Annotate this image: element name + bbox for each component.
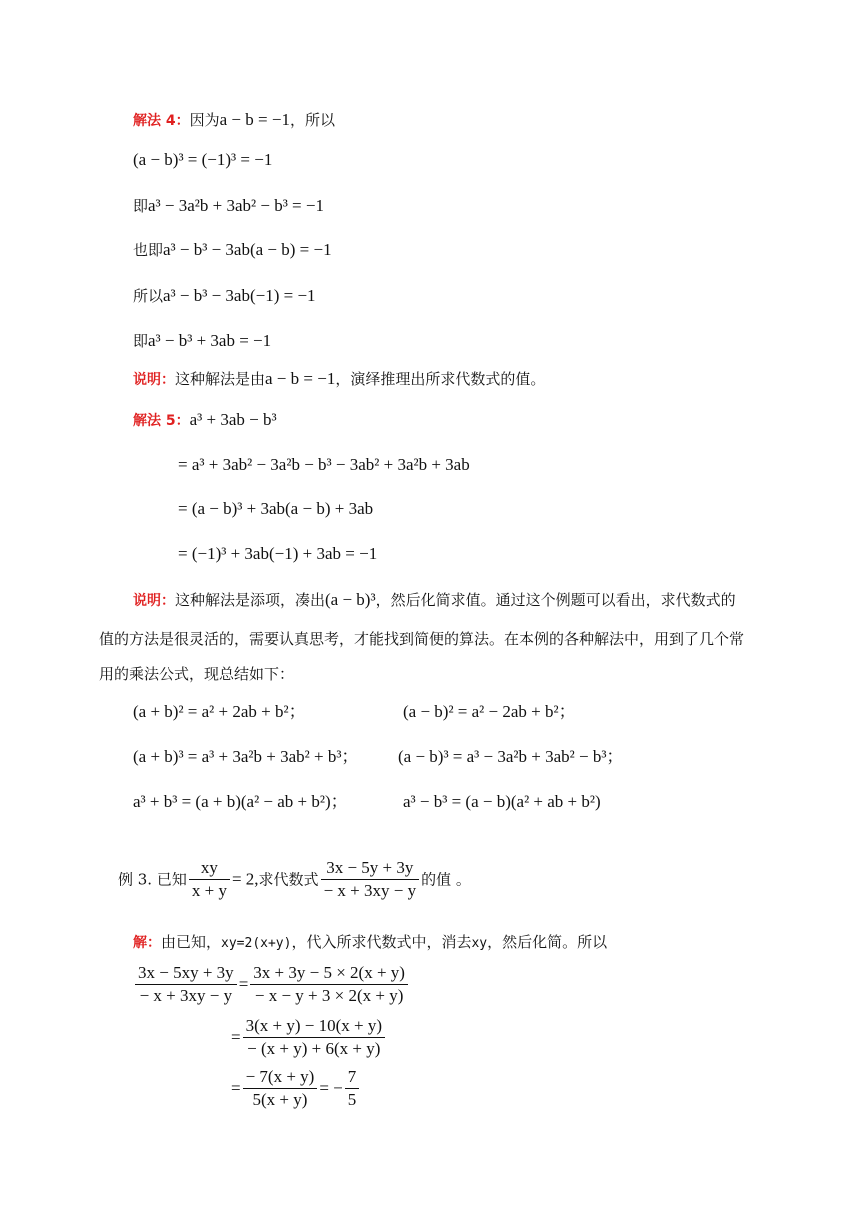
solution5-note-text-b: ，然后化简求值。通过这个例题可以看出，求代数式的 xyxy=(375,591,736,609)
formula-cube-diff: (a − b)³ = a³ − 3a²b + 3ab² − b³； xyxy=(398,747,624,766)
solution5-note-line1 xyxy=(133,590,736,611)
step1-left-numerator: 3x − 5xy + 3y xyxy=(135,963,237,985)
step3-result-fraction xyxy=(345,1067,360,1110)
step2-equals: = xyxy=(231,1027,241,1047)
solution5-note-text-a: 这种解法是添项，凑出 xyxy=(175,591,326,609)
solution5-line1: = a³ + 3ab² − 3a²b − b³ − 3ab² + 3a²b + 3ab xyxy=(178,455,470,474)
given-fraction-numerator: xy xyxy=(189,858,230,880)
solution-eliminated-term: xy xyxy=(471,936,488,951)
solution4-heading xyxy=(133,110,335,131)
solution4-intro-math: a − b = −1 xyxy=(219,110,290,129)
solution-text-b: ，代入所求代数式中，消去 xyxy=(291,933,472,951)
solution5-note-line2: 值的方法是很灵活的，需要认真思考，才能找到简便的算法。在本例的各种解法中，用到了几个常 xyxy=(99,630,745,648)
solution-text-c: ，然后化简。所以 xyxy=(487,933,608,951)
given-fraction xyxy=(189,858,230,901)
step3-equals: = xyxy=(231,1078,241,1098)
solution4-line1: (a − b)³ = (−1)³ = −1 xyxy=(133,150,273,169)
example3-statement xyxy=(118,858,471,901)
step3-result-numerator: 7 xyxy=(345,1067,360,1089)
example3-ask: 求代数式 xyxy=(258,870,319,889)
step3-result-equals: = − xyxy=(319,1078,343,1098)
solution5-label: 解法 5： xyxy=(133,413,190,429)
formula-diff-of-cubes: a³ − b³ = (a − b)(a² + ab + b²) xyxy=(403,792,601,811)
formula-cube-sum: (a + b)³ = a³ + 3a²b + 3ab² + b³； xyxy=(133,747,359,766)
solution4-line3-prefix: 也即 xyxy=(133,241,164,259)
solution4-line5-math: a³ − b³ + 3ab = −1 xyxy=(148,331,272,350)
solution5-line2: = (a − b)³ + 3ab(a − b) + 3ab xyxy=(178,499,374,518)
formula-square-diff: (a − b)² = a² − 2ab + b²； xyxy=(403,702,576,721)
solution4-note-label: 说明： xyxy=(133,372,175,388)
solution4-intro-tail: ，所以 xyxy=(289,111,335,129)
solution5-heading xyxy=(133,410,277,431)
given-fraction-denominator: x + y xyxy=(191,881,227,900)
solution5-note-math: (a − b)³ xyxy=(325,590,376,609)
example3-label: 例 3. 已知 xyxy=(118,870,187,889)
solution4-line2-prefix: 即 xyxy=(133,197,149,215)
step1-right-denominator: − x − y + 3 × 2(x + y) xyxy=(254,986,404,1005)
target-fraction-denominator: − x + 3xy − y xyxy=(323,881,417,900)
step1-equals: = xyxy=(238,974,249,994)
solution4-line3-math: a³ − b³ − 3ab(a − b) = −1 xyxy=(163,240,332,259)
solution-given-relation: xy=2(x+y) xyxy=(221,936,292,951)
solution4-line4-math: a³ − b³ − 3ab(−1) = −1 xyxy=(163,286,316,305)
solution-step3 xyxy=(231,1067,361,1110)
target-fraction-numerator: 3x − 5y + 3y xyxy=(321,858,420,880)
solution4-note xyxy=(133,369,545,390)
solution4-line5-prefix: 即 xyxy=(133,332,149,350)
step3-denominator: 5(x + y) xyxy=(252,1090,308,1109)
example3-solution-intro xyxy=(133,932,607,954)
step3-numerator: − 7(x + y) xyxy=(243,1067,318,1089)
example3-solution-label: 解： xyxy=(133,935,161,951)
formula-sum-of-cubes: a³ + b³ = (a + b)(a² − ab + b²)； xyxy=(133,792,348,811)
step1-right-numerator: 3x + 3y − 5 × 2(x + y) xyxy=(250,963,408,985)
solution5-line0: a³ + 3ab − b³ xyxy=(189,410,277,429)
target-fraction xyxy=(321,858,420,901)
example3-tail: 的值 。 xyxy=(421,870,471,889)
step2-numerator: 3(x + y) − 10(x + y) xyxy=(243,1016,385,1038)
step2-denominator: − (x + y) + 6(x + y) xyxy=(247,1039,381,1058)
solution4-line3 xyxy=(133,240,332,260)
solution-step1 xyxy=(133,963,410,1006)
solution4-line2 xyxy=(133,196,324,216)
step1-left-fraction xyxy=(135,963,237,1006)
solution4-label: 解法 4： xyxy=(133,113,190,129)
step3-result-denominator: 5 xyxy=(347,1090,357,1109)
solution-text-a: 由已知， xyxy=(161,933,222,951)
step2-fraction xyxy=(243,1016,385,1059)
step1-right-fraction xyxy=(250,963,408,1006)
solution4-note-text-b: ，演绎推理出所求代数式的值。 xyxy=(335,370,546,388)
given-equals: = 2, xyxy=(231,869,259,889)
solution4-line4-prefix: 所以 xyxy=(133,287,164,305)
solution4-note-text-a: 这种解法是由 xyxy=(175,370,266,388)
solution4-intro: 因为 xyxy=(189,111,220,129)
solution5-line3: = (−1)³ + 3ab(−1) + 3ab = −1 xyxy=(178,544,378,563)
solution4-line4 xyxy=(133,286,316,306)
solution5-note-label: 说明： xyxy=(133,593,175,609)
solution5-note-line3: 用的乘法公式，现总结如下： xyxy=(99,665,295,683)
step1-left-denominator: − x + 3xy − y xyxy=(139,986,233,1005)
solution-step2 xyxy=(231,1016,387,1059)
solution4-line5 xyxy=(133,331,271,351)
step3-fraction xyxy=(243,1067,318,1110)
formula-square-sum: (a + b)² = a² + 2ab + b²； xyxy=(133,702,306,721)
solution4-note-math: a − b = −1 xyxy=(265,369,336,388)
solution4-line2-math: a³ − 3a²b + 3ab² − b³ = −1 xyxy=(148,196,324,215)
